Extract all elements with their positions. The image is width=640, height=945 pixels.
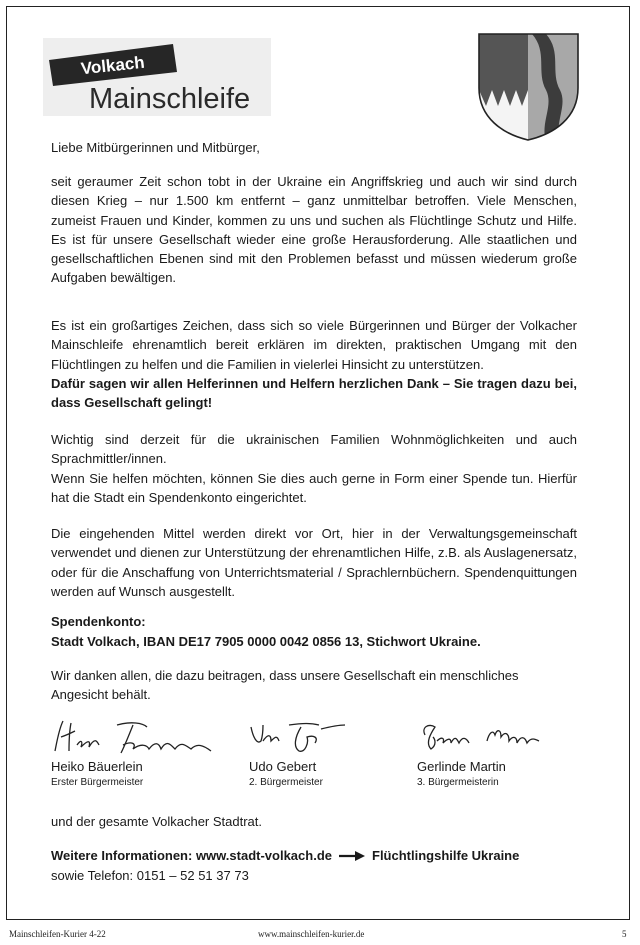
signatory-role: 3. Bürgermeisterin (417, 777, 499, 788)
signature-bauerlein (51, 715, 216, 759)
info-label: Weitere Informationen: www.stadt-volkach.de (51, 848, 332, 863)
volkach-coat-of-arms-icon (476, 30, 581, 142)
footer-publication: Mainschleifen-Kurier 4-22 (9, 929, 106, 939)
signatory-role: Erster Bürgermeister (51, 777, 144, 788)
signatory-gebert (249, 715, 359, 788)
account-details: Stadt Volkach, IBAN DE17 7905 0000 0042 0856 13, Stichwort Ukraine. (51, 634, 481, 649)
signatory-name: Gerlinde Martin (417, 759, 506, 774)
signature-martin (417, 715, 547, 759)
paragraph-funds-usage: Die eingehenden Mittel werden direkt vor Ort, hier in der Verwaltungsgemeinschaft verwendet und dienen zur Unterstützung der ehrenamtlichen Hilfe, z.B. als Auslagenersatz, oder für die Anschaffung von Unterrichtsmaterial / Sprachlernbüchern. Spendenquittungen werden auf Wunsch ausgestellt. (51, 526, 577, 599)
contact-info (51, 846, 519, 886)
signatory-martin (417, 715, 547, 788)
right-arrow-icon (339, 851, 365, 861)
info-target: Flüchtlingshilfe Ukraine (372, 848, 520, 863)
salutation: Liebe Mitbürgerinnen und Mitbürger, (51, 140, 260, 155)
signatory-name: Heiko Bäuerlein (51, 759, 143, 774)
footer-page-number: 5 (622, 929, 627, 939)
phone-line: sowie Telefon: 0151 – 52 51 37 73 (51, 868, 249, 883)
paragraph-donation: Wenn Sie helfen möchten, können Sie dies auch gerne in Form einer Spende tun. Hierfür hat die Stadt ein Spendenkonto eingerichtet. (51, 471, 577, 506)
signatory-name: Udo Gebert (249, 759, 317, 774)
volkach-mainschleife-logo (43, 38, 271, 116)
logo-top-text: Volkach (79, 52, 146, 79)
logo-bottom-text: Mainschleife (89, 83, 251, 115)
paragraph-thanks: Dafür sagen wir allen Helferinnen und Helfern herzlichen Dank – Sie tragen dazu bei, dass Gesellschaft gelingt! (51, 376, 577, 411)
signatory-bauerlein (51, 715, 216, 788)
paragraph-gratitude: Wir danken allen, die dazu beitragen, dass unsere Gesellschaft ein menschliches Angesicht behält. (51, 668, 519, 703)
paragraph-ukraine-war: seit geraumer Zeit schon tobt in der Ukraine ein Angriffskrieg und auch wir sind durch diesen Krieg – nur 1.500 km entfernt – ganz unmittelbar betroffen. Viele Menschen, zumeist Frauen und Kinder, kommen zu uns und suchen als Flüchtlinge Schutz und Hilfe. Es ist für unsere Gesellschaft wieder eine große Herausforderung. Alle staatlichen und gesellschaftlichen Ebenen sind mit den Problemen befasst und müssen wiederum große Aufgaben bewältigen. (51, 174, 577, 286)
footer-website: www.mainschleifen-kurier.de (258, 929, 365, 939)
paragraph-needs: Wichtig sind derzeit für die ukrainischen Familien Wohnmöglichkeiten und auch Sprachmittler/innen. (51, 432, 577, 467)
signature-gebert (249, 715, 359, 759)
paragraph-volunteers: Es ist ein großartiges Zeichen, dass sich so viele Bürgerinnen und Bürger der Volkacher Mainschleife ehrenamtlich bereit erklären im direkten, praktischen Umgang mit den Flüchtlingen zu helfen und die Familien in vielerlei Hinsicht zu unterstützen. (51, 318, 577, 372)
account-label: Spendenkonto: (51, 614, 146, 629)
signatory-role: 2. Bürgermeister (249, 777, 323, 788)
closing-line: und der gesamte Volkacher Stadtrat. (51, 814, 263, 829)
